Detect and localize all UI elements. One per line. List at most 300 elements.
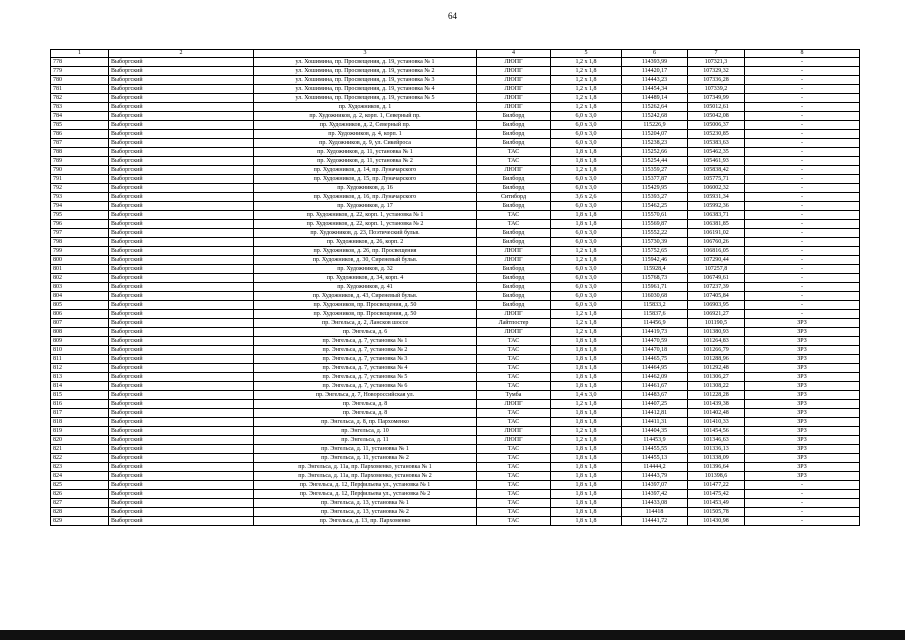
address-cell: пр. Энгельса, д. 6: [254, 328, 477, 337]
type-cell: ТАС: [477, 346, 551, 355]
zone-cell: -: [745, 202, 860, 211]
table-row: [51, 355, 860, 364]
district-cell: Выборгский: [109, 184, 254, 193]
address-cell: пр. Энгельса, д. 7, установка № 3: [254, 355, 477, 364]
district-cell: Выборгский: [109, 148, 254, 157]
address-cell: пр. Художников, д. 17: [254, 202, 477, 211]
address-cell: ул. Хошимина, пр. Просвещения, д. 19, установка № 5: [254, 94, 477, 103]
table-row: [51, 337, 860, 346]
type-cell: ЛЮПГ: [477, 103, 551, 112]
coord-y-cell: 105462,35: [688, 148, 745, 157]
coord-x-cell: 114411,31: [622, 418, 688, 427]
coord-y-cell: 101396,64: [688, 463, 745, 472]
row-number-cell: 819: [51, 427, 109, 436]
column-header: 6: [622, 50, 688, 58]
table-row: [51, 463, 860, 472]
table-row: [51, 454, 860, 463]
zone-cell: -: [745, 193, 860, 202]
type-cell: Билборд: [477, 283, 551, 292]
zone-cell: -: [745, 508, 860, 517]
table-row: [51, 301, 860, 310]
coord-x-cell: 116030,68: [622, 292, 688, 301]
table-row: [51, 310, 860, 319]
row-number-cell: 824: [51, 472, 109, 481]
address-cell: пр. Энгельса, д. 11а, пр. Пархоменко, установка № 2: [254, 472, 477, 481]
district-cell: Выборгский: [109, 391, 254, 400]
zone-cell: -: [745, 481, 860, 490]
coord-x-cell: 114454,34: [622, 85, 688, 94]
table-row: [51, 409, 860, 418]
coord-x-cell: 114444,2: [622, 463, 688, 472]
address-cell: пр. Энгельса, д. 7, Новороссийская ул.: [254, 391, 477, 400]
row-number-cell: 801: [51, 265, 109, 274]
coord-x-cell: 115252,66: [622, 148, 688, 157]
coord-x-cell: 114483,67: [622, 391, 688, 400]
zone-cell: -: [745, 166, 860, 175]
district-cell: Выборгский: [109, 193, 254, 202]
district-cell: Выборгский: [109, 364, 254, 373]
size-cell: 6,0 x 3,0: [551, 265, 622, 274]
row-number-cell: 792: [51, 184, 109, 193]
zone-cell: -: [745, 184, 860, 193]
coord-x-cell: 114404,35: [622, 427, 688, 436]
district-cell: Выборгский: [109, 292, 254, 301]
table-row: [51, 94, 860, 103]
table-row: [51, 139, 860, 148]
table-row: [51, 76, 860, 85]
type-cell: ТАС: [477, 157, 551, 166]
size-cell: 1,2 x 1,8: [551, 85, 622, 94]
table-row: [51, 274, 860, 283]
size-cell: 1,2 x 1,8: [551, 436, 622, 445]
address-cell: пр. Энгельса, д. 13, установка № 2: [254, 508, 477, 517]
table-row: [51, 85, 860, 94]
address-cell: ул. Хошимина, пр. Просвещения, д. 19, установка № 2: [254, 67, 477, 76]
zone-cell: -: [745, 121, 860, 130]
coord-y-cell: 105931,34: [688, 193, 745, 202]
zone-cell: ЗРЗ: [745, 373, 860, 382]
coord-x-cell: 114462,09: [622, 373, 688, 382]
address-cell: пр. Художников, д. 43, Сиреневый бульв.: [254, 292, 477, 301]
table-row: [51, 445, 860, 454]
address-cell: пр. Художников, пр. Просвещения, д. 50: [254, 301, 477, 310]
coord-y-cell: 107257,8: [688, 265, 745, 274]
coord-y-cell: 106002,32: [688, 184, 745, 193]
coord-x-cell: 114393,99: [622, 58, 688, 67]
address-cell: пр. Художников, д. 4, корп. 1: [254, 130, 477, 139]
coord-y-cell: 106760,26: [688, 238, 745, 247]
row-number-cell: 816: [51, 400, 109, 409]
zone-cell: -: [745, 292, 860, 301]
size-cell: 1,8 x 1,8: [551, 364, 622, 373]
zone-cell: ЗРЗ: [745, 364, 860, 373]
row-number-cell: 803: [51, 283, 109, 292]
table-row: [51, 400, 860, 409]
column-header: 1: [51, 50, 109, 58]
district-cell: Выборгский: [109, 508, 254, 517]
zone-cell: -: [745, 211, 860, 220]
coord-x-cell: 115226,9: [622, 121, 688, 130]
district-cell: Выборгский: [109, 283, 254, 292]
district-cell: Выборгский: [109, 373, 254, 382]
coord-x-cell: 115238,23: [622, 139, 688, 148]
address-cell: пр. Энгельса, д. 2, Лансков шоссе: [254, 319, 477, 328]
zone-cell: ЗРЗ: [745, 445, 860, 454]
address-cell: пр. Энгельса, д. 7, установка № 6: [254, 382, 477, 391]
coord-y-cell: 101292,48: [688, 364, 745, 373]
district-cell: Выборгский: [109, 337, 254, 346]
row-number-cell: 823: [51, 463, 109, 472]
type-cell: ТАС: [477, 220, 551, 229]
coord-y-cell: 106191,02: [688, 229, 745, 238]
zone-cell: ЗРЗ: [745, 463, 860, 472]
table-row: [51, 265, 860, 274]
table-row: [51, 481, 860, 490]
zone-cell: -: [745, 103, 860, 112]
zone-cell: -: [745, 58, 860, 67]
type-cell: ЛЮПГ: [477, 94, 551, 103]
table-row: [51, 499, 860, 508]
coord-x-cell: 114464,95: [622, 364, 688, 373]
size-cell: 1,8 x 1,8: [551, 409, 622, 418]
row-number-cell: 826: [51, 490, 109, 499]
district-cell: Выборгский: [109, 409, 254, 418]
coord-x-cell: 115570,61: [622, 211, 688, 220]
table-row: [51, 175, 860, 184]
type-cell: ТАС: [477, 364, 551, 373]
type-cell: Билборд: [477, 229, 551, 238]
table-row: [51, 292, 860, 301]
size-cell: 6,0 x 3,0: [551, 184, 622, 193]
address-cell: пр. Энгельса, д. 7, установка № 1: [254, 337, 477, 346]
address-cell: пр. Энгельса, д. 11, установка № 1: [254, 445, 477, 454]
row-number-cell: 829: [51, 517, 109, 526]
address-cell: пр. Художников, д. 9, ул. Сикейроса: [254, 139, 477, 148]
row-number-cell: 811: [51, 355, 109, 364]
table-row: [51, 517, 860, 526]
zone-cell: -: [745, 220, 860, 229]
table-row: [51, 508, 860, 517]
coord-x-cell: 114418: [622, 508, 688, 517]
size-cell: 1,8 x 1,8: [551, 211, 622, 220]
coord-y-cell: 101264,83: [688, 337, 745, 346]
address-cell: пр. Энгельса, д. 7, установка № 4: [254, 364, 477, 373]
row-number-cell: 798: [51, 238, 109, 247]
address-cell: пр. Художников, д. 41: [254, 283, 477, 292]
zone-cell: -: [745, 67, 860, 76]
address-cell: пр. Художников, д. 16, пр. Луначарского: [254, 193, 477, 202]
coord-y-cell: 107336,28: [688, 76, 745, 85]
district-cell: Выборгский: [109, 256, 254, 265]
coord-x-cell: 114412,81: [622, 409, 688, 418]
column-header: 4: [477, 50, 551, 58]
table-row: [51, 283, 860, 292]
size-cell: 1,8 x 1,8: [551, 445, 622, 454]
type-cell: Билборд: [477, 139, 551, 148]
address-cell: пр. Художников, д. 14, пр. Луначарского: [254, 166, 477, 175]
district-cell: Выборгский: [109, 238, 254, 247]
coord-x-cell: 114397,07: [622, 481, 688, 490]
type-cell: ТАС: [477, 337, 551, 346]
table-row: [51, 238, 860, 247]
district-cell: Выборгский: [109, 490, 254, 499]
row-number-cell: 782: [51, 94, 109, 103]
district-cell: Выборгский: [109, 130, 254, 139]
table-row: [51, 220, 860, 229]
size-cell: 1,2 x 1,8: [551, 94, 622, 103]
coord-y-cell: 105042,08: [688, 112, 745, 121]
address-cell: пр. Энгельса, д. 12, Перфильева ул., установка № 2: [254, 490, 477, 499]
zone-cell: -: [745, 76, 860, 85]
table-row: [51, 418, 860, 427]
district-cell: Выборгский: [109, 211, 254, 220]
coord-y-cell: 107290,44: [688, 256, 745, 265]
type-cell: Билборд: [477, 112, 551, 121]
row-number-cell: 795: [51, 211, 109, 220]
coord-y-cell: 101475,42: [688, 490, 745, 499]
table-row: [51, 103, 860, 112]
type-cell: ТАС: [477, 490, 551, 499]
scan-edge-bar: [0, 630, 905, 640]
row-number-cell: 787: [51, 139, 109, 148]
zone-cell: -: [745, 148, 860, 157]
type-cell: ТАС: [477, 499, 551, 508]
type-cell: ТАС: [477, 472, 551, 481]
coord-y-cell: 101398,6: [688, 472, 745, 481]
coord-y-cell: 105230,85: [688, 130, 745, 139]
zone-cell: ЗРЗ: [745, 400, 860, 409]
type-cell: ТАС: [477, 508, 551, 517]
coord-y-cell: 101439,38: [688, 400, 745, 409]
district-cell: Выборгский: [109, 274, 254, 283]
coord-x-cell: 114407,25: [622, 400, 688, 409]
table-row: [51, 364, 860, 373]
size-cell: 1,8 x 1,8: [551, 382, 622, 391]
address-cell: пр. Художников, д. 11, установка № 2: [254, 157, 477, 166]
type-cell: ЛЮПГ: [477, 85, 551, 94]
district-cell: Выборгский: [109, 76, 254, 85]
address-cell: пр. Энгельса, д. 11а, пр. Пархоменко, установка № 1: [254, 463, 477, 472]
type-cell: Тумба: [477, 391, 551, 400]
size-cell: 1,4 x 3,0: [551, 391, 622, 400]
size-cell: 6,0 x 3,0: [551, 274, 622, 283]
coord-y-cell: 107321,3: [688, 58, 745, 67]
column-header: 8: [745, 50, 860, 58]
address-cell: пр. Энгельса, д. 7, установка № 2: [254, 346, 477, 355]
size-cell: 6,0 x 3,0: [551, 301, 622, 310]
coord-x-cell: 115377,87: [622, 175, 688, 184]
coord-y-cell: 105006,37: [688, 121, 745, 130]
size-cell: 1,2 x 1,8: [551, 67, 622, 76]
district-cell: Выборгский: [109, 166, 254, 175]
row-number-cell: 821: [51, 445, 109, 454]
row-number-cell: 815: [51, 391, 109, 400]
table-row: [51, 328, 860, 337]
table-row: [51, 58, 860, 67]
coord-x-cell: 114433,08: [622, 499, 688, 508]
size-cell: 1,2 x 1,8: [551, 319, 622, 328]
zone-cell: ЗРЗ: [745, 427, 860, 436]
size-cell: 1,8 x 1,8: [551, 355, 622, 364]
row-number-cell: 807: [51, 319, 109, 328]
row-number-cell: 789: [51, 157, 109, 166]
coord-x-cell: 115569,87: [622, 220, 688, 229]
address-cell: пр. Энгельса, д. 8: [254, 409, 477, 418]
row-number-cell: 783: [51, 103, 109, 112]
coord-x-cell: 115359,27: [622, 166, 688, 175]
row-number-cell: 818: [51, 418, 109, 427]
coord-y-cell: 106749,61: [688, 274, 745, 283]
size-cell: 1,2 x 1,8: [551, 76, 622, 85]
type-cell: ЛЮПГ: [477, 76, 551, 85]
district-cell: Выборгский: [109, 139, 254, 148]
type-cell: ЛЮПГ: [477, 436, 551, 445]
coord-y-cell: 101402,48: [688, 409, 745, 418]
address-cell: пр. Энгельса, д. 13, установка № 1: [254, 499, 477, 508]
coord-y-cell: 106921,27: [688, 310, 745, 319]
size-cell: 1,8 x 1,8: [551, 148, 622, 157]
district-cell: Выборгский: [109, 301, 254, 310]
zone-cell: ЗРЗ: [745, 346, 860, 355]
district-cell: Выборгский: [109, 265, 254, 274]
row-number-cell: 796: [51, 220, 109, 229]
district-cell: Выборгский: [109, 427, 254, 436]
zone-cell: ЗРЗ: [745, 472, 860, 481]
coord-x-cell: 115393,27: [622, 193, 688, 202]
coord-x-cell: 115961,71: [622, 283, 688, 292]
type-cell: ТАС: [477, 355, 551, 364]
coord-y-cell: 106816,05: [688, 247, 745, 256]
coord-x-cell: 114470,18: [622, 346, 688, 355]
size-cell: 3,6 x 2,6: [551, 193, 622, 202]
size-cell: 6,0 x 3,0: [551, 121, 622, 130]
district-cell: Выборгский: [109, 202, 254, 211]
district-cell: Выборгский: [109, 400, 254, 409]
zone-cell: -: [745, 139, 860, 148]
coord-y-cell: 101346,63: [688, 436, 745, 445]
address-cell: пр. Художников, д. 26, пр. Просвещения: [254, 247, 477, 256]
table-row: [51, 166, 860, 175]
coord-y-cell: 101308,22: [688, 382, 745, 391]
coord-y-cell: 106903,95: [688, 301, 745, 310]
size-cell: 1,2 x 1,8: [551, 256, 622, 265]
type-cell: ТАС: [477, 211, 551, 220]
zone-cell: -: [745, 256, 860, 265]
coord-x-cell: 115262,64: [622, 103, 688, 112]
district-cell: Выборгский: [109, 517, 254, 526]
row-number-cell: 790: [51, 166, 109, 175]
size-cell: 6,0 x 3,0: [551, 139, 622, 148]
coord-y-cell: 101338,09: [688, 454, 745, 463]
coord-x-cell: 115928,4: [622, 265, 688, 274]
address-cell: пр. Художников, д. 26, корп. 2: [254, 238, 477, 247]
row-number-cell: 810: [51, 346, 109, 355]
type-cell: Лайтпостер: [477, 319, 551, 328]
coord-x-cell: 114465,75: [622, 355, 688, 364]
table-row: [51, 346, 860, 355]
type-cell: ЛЮПГ: [477, 256, 551, 265]
type-cell: Ситиборд: [477, 193, 551, 202]
coord-y-cell: 101453,49: [688, 499, 745, 508]
coord-y-cell: 107349,99: [688, 94, 745, 103]
size-cell: 1,2 x 1,8: [551, 58, 622, 67]
type-cell: ТАС: [477, 373, 551, 382]
zone-cell: ЗРЗ: [745, 454, 860, 463]
zone-cell: ЗРЗ: [745, 328, 860, 337]
table-row: [51, 121, 860, 130]
coord-x-cell: 114420,17: [622, 67, 688, 76]
district-cell: Выборгский: [109, 121, 254, 130]
size-cell: 1,8 x 1,8: [551, 346, 622, 355]
row-number-cell: 781: [51, 85, 109, 94]
zone-cell: -: [745, 175, 860, 184]
zone-cell: -: [745, 517, 860, 526]
row-number-cell: 808: [51, 328, 109, 337]
address-cell: пр. Энгельса, д. 11, установка № 2: [254, 454, 477, 463]
zone-cell: -: [745, 490, 860, 499]
address-cell: пр. Художников, д. 22, корп. 1, установка № 2: [254, 220, 477, 229]
zone-cell: -: [745, 301, 860, 310]
type-cell: ТАС: [477, 418, 551, 427]
table-row: [51, 319, 860, 328]
coord-y-cell: 101380,93: [688, 328, 745, 337]
size-cell: 6,0 x 3,0: [551, 238, 622, 247]
district-cell: Выборгский: [109, 220, 254, 229]
table-row: [51, 382, 860, 391]
row-number-cell: 817: [51, 409, 109, 418]
coord-x-cell: 114456,9: [622, 319, 688, 328]
column-header: 2: [109, 50, 254, 58]
address-cell: пр. Художников, д. 2, корп. 1, Северный пр.: [254, 112, 477, 121]
district-cell: Выборгский: [109, 463, 254, 472]
size-cell: 1,2 x 1,8: [551, 166, 622, 175]
zone-cell: -: [745, 229, 860, 238]
table-row: [51, 202, 860, 211]
coord-y-cell: 101288,96: [688, 355, 745, 364]
page-number: 64: [448, 11, 457, 21]
address-cell: пр. Энгельса, д. 11: [254, 436, 477, 445]
coord-x-cell: 114461,67: [622, 382, 688, 391]
size-cell: 6,0 x 3,0: [551, 292, 622, 301]
table-row: [51, 490, 860, 499]
coord-x-cell: 115768,73: [622, 274, 688, 283]
coord-x-cell: 114443,23: [622, 76, 688, 85]
type-cell: ТАС: [477, 454, 551, 463]
coord-y-cell: 106381,85: [688, 220, 745, 229]
row-number-cell: 805: [51, 301, 109, 310]
coord-x-cell: 115837,6: [622, 310, 688, 319]
size-cell: 6,0 x 3,0: [551, 202, 622, 211]
row-number-cell: 825: [51, 481, 109, 490]
zone-cell: -: [745, 499, 860, 508]
table-row: [51, 130, 860, 139]
type-cell: ЛЮПГ: [477, 58, 551, 67]
zone-cell: -: [745, 265, 860, 274]
zone-cell: -: [745, 130, 860, 139]
size-cell: 6,0 x 3,0: [551, 112, 622, 121]
size-cell: 1,2 x 1,8: [551, 103, 622, 112]
coord-x-cell: 115242,68: [622, 112, 688, 121]
type-cell: Билборд: [477, 292, 551, 301]
type-cell: ТАС: [477, 445, 551, 454]
zone-cell: -: [745, 283, 860, 292]
coord-x-cell: 114455,55: [622, 445, 688, 454]
table-row: [51, 247, 860, 256]
size-cell: 1,8 x 1,8: [551, 463, 622, 472]
coord-y-cell: 101454,56: [688, 427, 745, 436]
coord-x-cell: 115752,65: [622, 247, 688, 256]
coord-x-cell: 114470,59: [622, 337, 688, 346]
